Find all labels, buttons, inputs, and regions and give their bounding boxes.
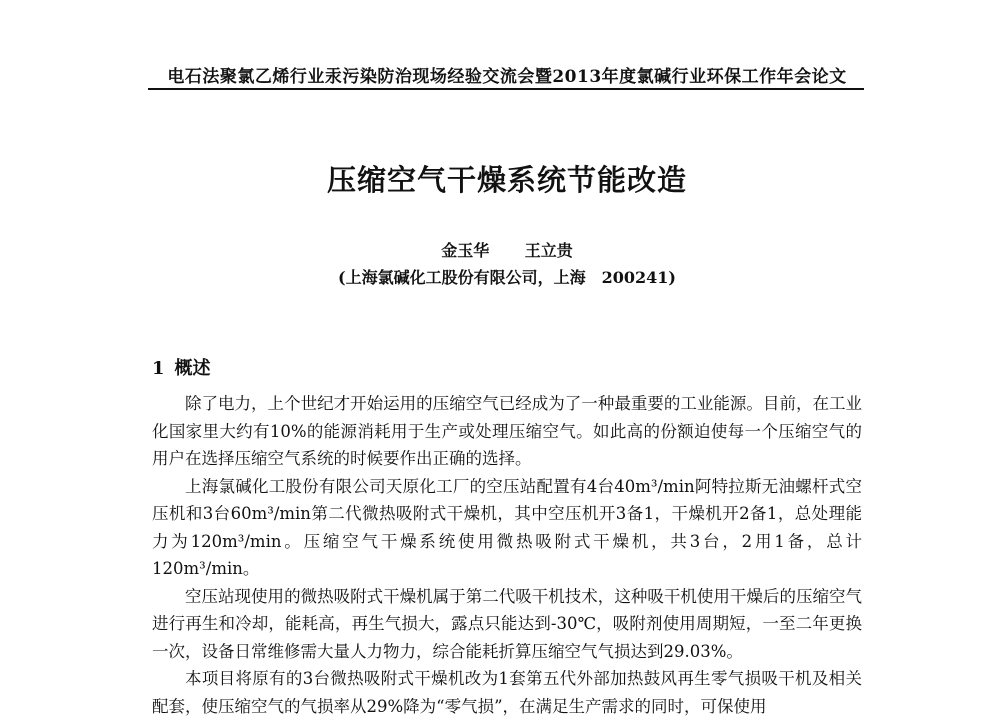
section-heading (152, 354, 211, 380)
author-list (150, 238, 864, 261)
section-title: 概述 (174, 358, 211, 379)
author-affiliation: (上海氯碱化工股份有限公司，上海 200241) (338, 268, 676, 287)
paragraph: 上海氯碱化工股份有限公司天原化工厂的空压站配置有4台40m³/min阿特拉斯无油螺杆式空压机和3台60m³/min第二代微热吸附式干燥机，其中空压机开3备1，干燥机开2备1，总处理能力为120m³/min。压缩空气干燥系统使用微热吸附式干燥机，共3台，2用1备，总计120m³/min。 (152, 476, 862, 578)
header-divider (148, 88, 864, 90)
paragraph: 除了电力，上个世纪才开始运用的压缩空气已经成为了一种最重要的工业能源。目前，在工业化国家里大约有10%的能源消耗用于生产或处理压缩空气。如此高的份额迫使每一个压缩空气的用户在选择压缩空气系统的时候要作出正确的选择。 (152, 394, 862, 468)
body-text (152, 390, 862, 720)
running-header: 电石法聚氯乙烯行业汞污染防治现场经验交流会暨2013年度氯碱行业环保工作年会论文 (167, 67, 847, 87)
author-name: 金玉华 (441, 241, 490, 260)
paper-title: 压缩空气干燥系统节能改造 (326, 163, 687, 197)
section-number: 1 (152, 358, 165, 379)
paragraph: 空压站现使用的微热吸附式干燥机属于第二代吸干机技术，这种吸干机使用干燥后的压缩空气进行再生和冷却，能耗高，再生气损大，露点只能达到-30℃，吸附剂使用周期短，一至二年更换一次，设备日常维修需大量人力物力，综合能耗折算压缩空气气损达到29.03%。 (152, 586, 862, 661)
author-name: 王立贵 (524, 241, 573, 260)
paragraph: 本项目将原有的3台微热吸附式干燥机改为1套第五代外部加热鼓风再生零气损吸干机及相关配套，使压缩空气的气损率从29%降为“零气损”，在满足生产需求的同时，可保使用 (152, 669, 862, 716)
